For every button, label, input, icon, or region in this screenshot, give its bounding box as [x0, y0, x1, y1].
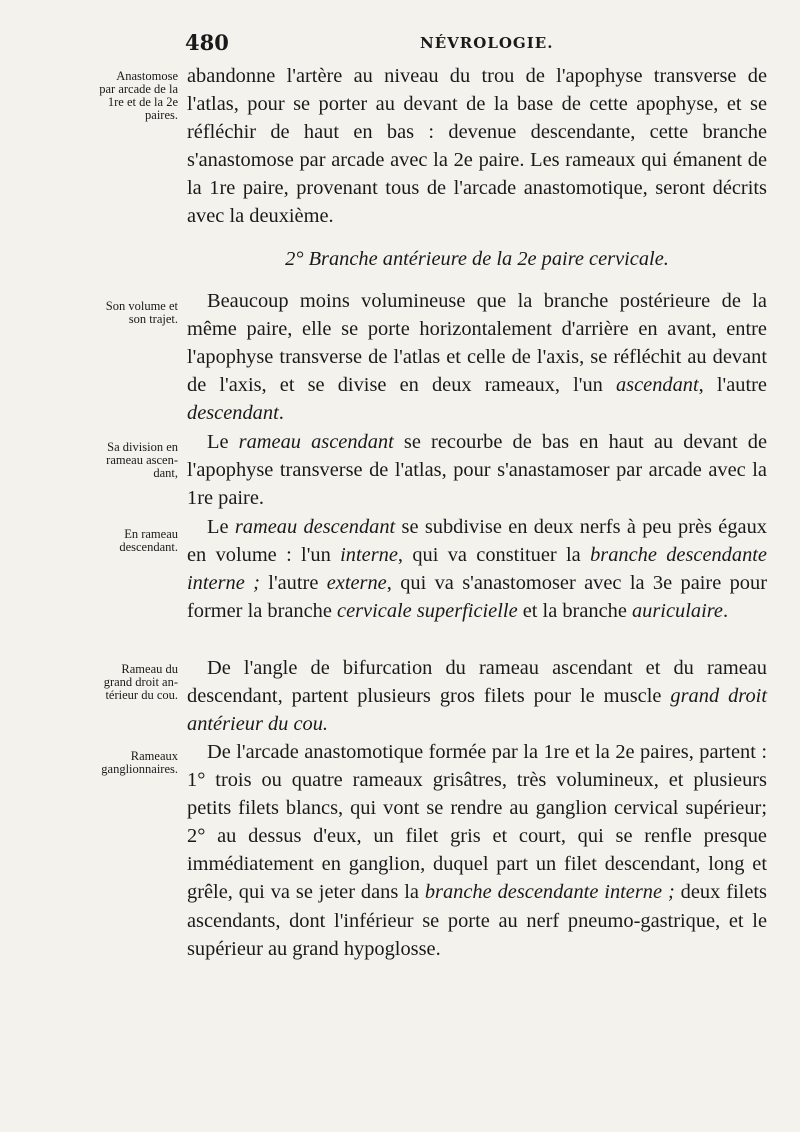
- running-title: NÉVROLOGIE.: [420, 34, 554, 52]
- paragraph-5: De l'angle de bifurcation du rameau ascendant et du rameau descendant, partent plusieurs gros filets pour le muscle grand droit antérieur du cou.: [187, 657, 768, 736]
- margin-note-grand-droit: Rameau du grand droit an- térieur du cou.: [103, 662, 178, 702]
- margin-note-ganglionnaires: Rameaux ganglionnaires.: [101, 749, 178, 776]
- margin-note-volume: Son volume et son trajet.: [105, 299, 178, 326]
- paragraph-2: Beaucoup moins volumineuse que la branche postérieure de la même paire, elle se porte horizontalement d'arrière en avant, entre l'apophyse transverse de l'atlas et celle de l'axis, se réfléchit au devant de l'axis, et se divise en deux rameaux, l'un ascendant, l'autre descendant.: [187, 290, 767, 425]
- page-header: [0, 30, 800, 54]
- margin-note-anastomose: Anastomose par arcade de la 1re et de la 2e paires.: [99, 69, 178, 122]
- paragraph-6: De l'arcade anastomotique formée par la 1re et la 2e paires, partent : 1° trois ou quatre rameaux grisâtres, très volumineux, et plusieurs petits filets blancs, qui vont se rendre au ganglion cervical supérieur; 2° au dessus d'eux, un filet gris et court, qui se renfle presque immédiatement en ganglion, duquel part un filet descendant, long et grêle, qui va se jeter dans la branche descendante interne ; deux filets ascendants, dont l'inférieur se porte au nerf pneumo-gastrique, et le supérieur au grand hypoglosse.: [187, 741, 767, 960]
- paragraph-4: Le rameau descendant se subdivise en deux nerfs à peu près égaux en volume : l'un interne, qui va constituer la branche descendante interne ; l'autre externe, qui va s'anastomoser avec la 3e paire pour former la branche cervicale superficielle et la branche auriculaire.: [187, 516, 767, 623]
- page-number: 480: [185, 30, 229, 55]
- paragraph-3: Le rameau ascendant se recourbe de bas en haut au devant de l'apophyse transverse de l'atlas, pour s'anastamoser par arcade avec la 1re paire.: [187, 431, 767, 510]
- margin-note-division: Sa division en rameau ascen- dant,: [106, 440, 178, 480]
- margin-note-descendant: En rameau descendant.: [119, 527, 178, 554]
- section-heading: 2° Branche antérieure de la 2e paire cervicale.: [285, 248, 669, 270]
- paragraph-1: abandonne l'artère au niveau du trou de l'apophyse transverse de l'atlas, pour se porter au devant de la base de cette apophyse, et se réfléchir de haut en bas : devenue descendante, cette branche s'anastomose par arcade avec la 2e paire. Les rameaux qui émanent de la 1re paire, provenant tous de l'arcade anastomotique, seront décrits avec la deuxième.: [187, 65, 767, 228]
